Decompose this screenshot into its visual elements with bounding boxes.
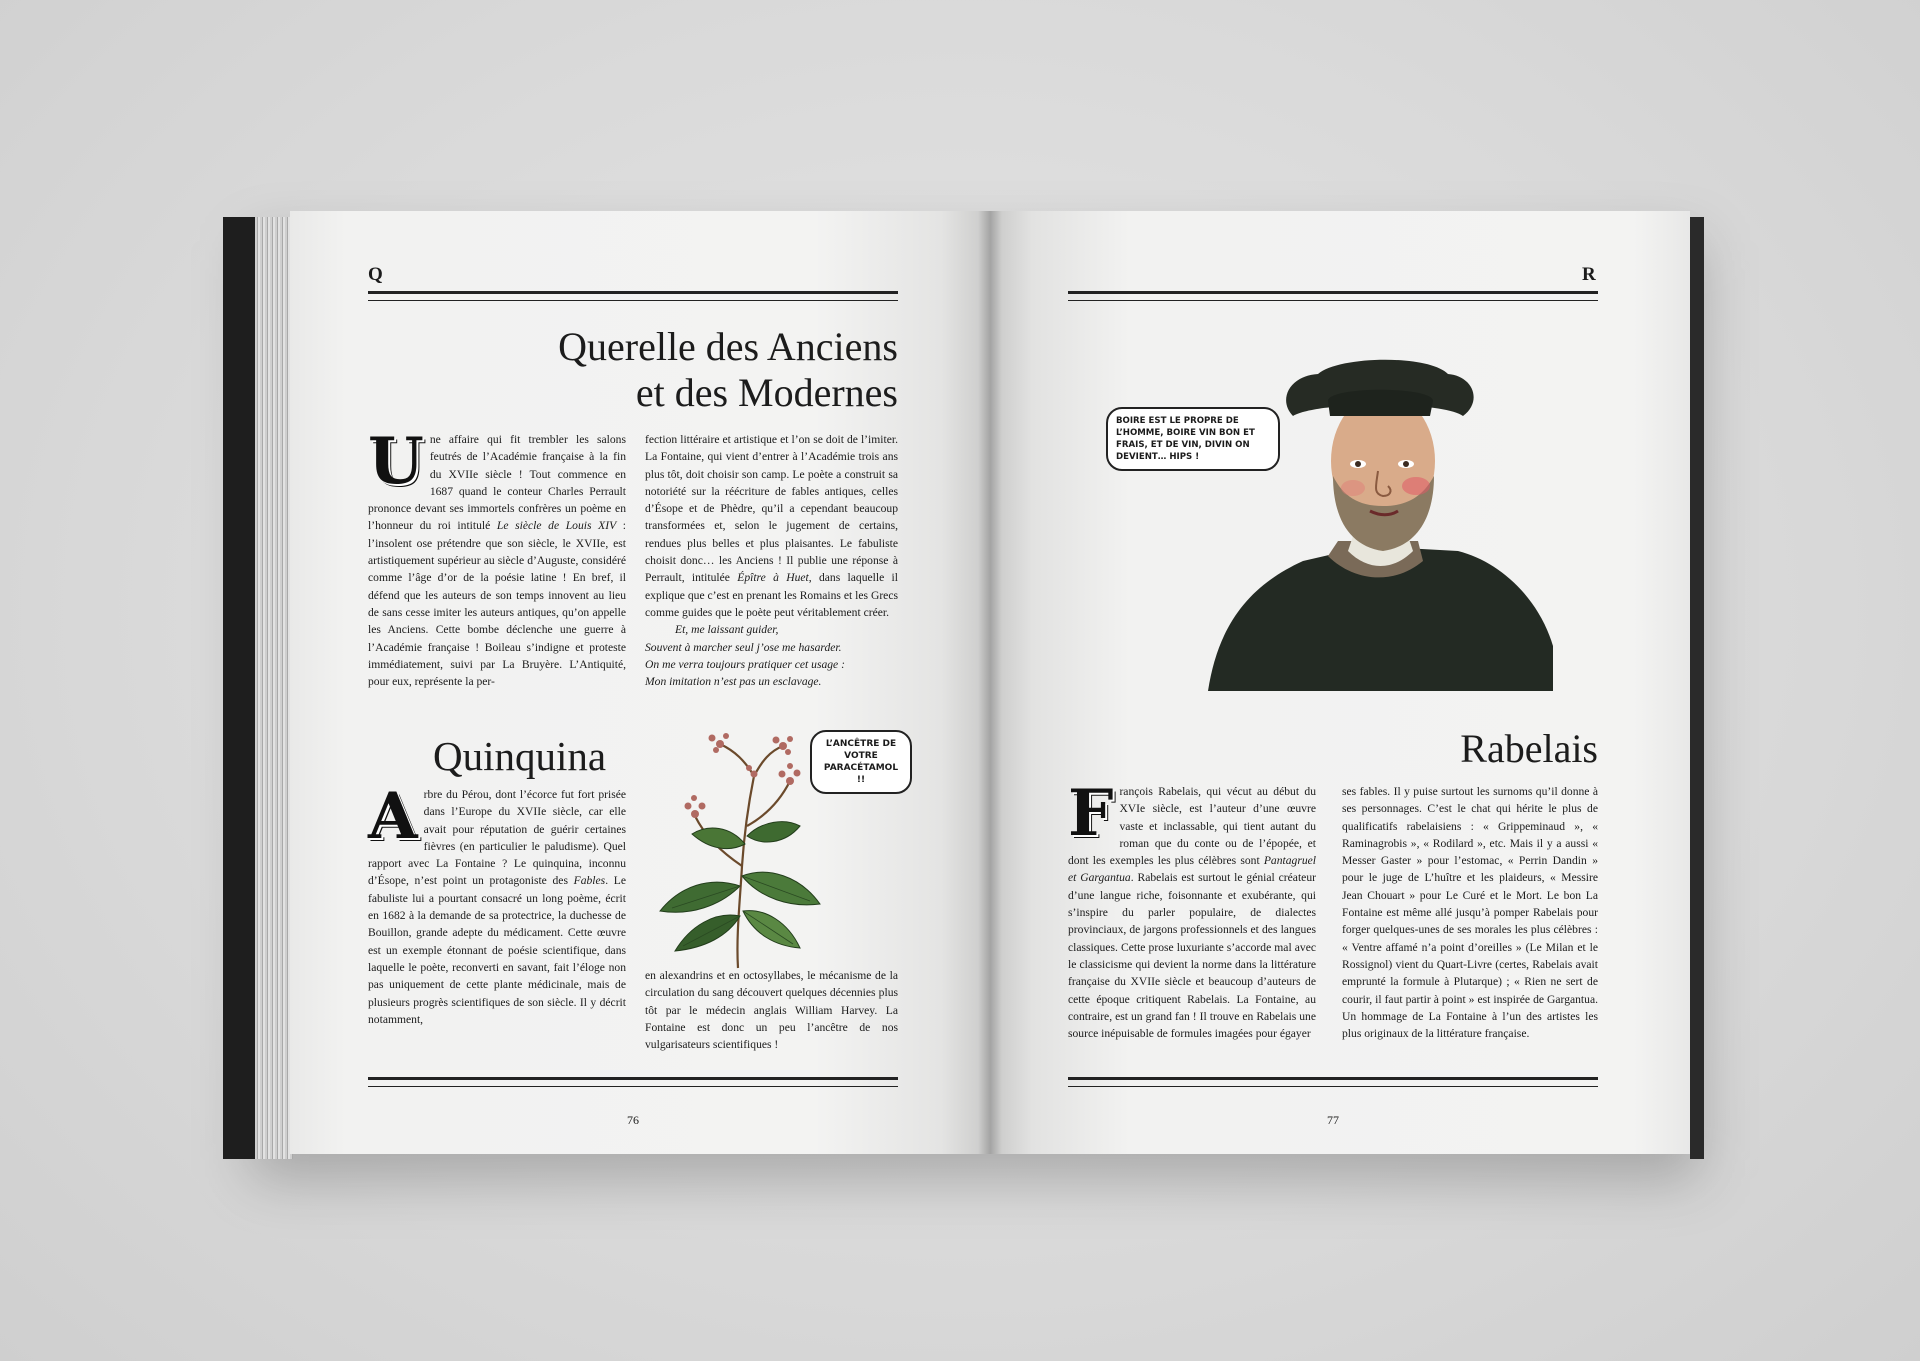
quinquina-text-1: rbre du Pérou, dont l’écorce fut fort prisée dans l’Europe du XVIIe siècle, car elle avait pour réputation de guérir certaines fièvres (en particulier le paludisme). Quel rapport avec La Fontaine ? Le quinquina, inconnu d’Ésope, n’est point un protagoniste des xyxy=(368,788,626,888)
querelle-italic-1: Le siècle de Louis XIV xyxy=(496,519,617,533)
querelle-text-1: ne affaire qui fit trembler les salons feutrés de l’Académie française à la fin du XVIIe siècle ! Tout commence en 1687 quand le conteur Charles Perrault prononce devant ses immortels confrères un poème en l’honneur du roi intitulé xyxy=(368,433,626,533)
verse-line: Mon imitation n’est pas un esclavage. xyxy=(645,675,822,689)
top-rule xyxy=(368,291,898,301)
quinquina-italic: Fables xyxy=(573,874,606,888)
section-letter-r: R xyxy=(1582,264,1596,285)
quinquina-text-2: en alexandrins et en octosyllabes, le mécanisme de la circulation du sang découvert quelques décennies plus tôt par le médecin anglais William Harvey. La Fontaine est donc un peu l’ancêtre de nos vulgarisateurs scientifiques ! xyxy=(645,969,898,1052)
title-querelle xyxy=(438,324,898,416)
title-rabelais: Rabelais xyxy=(1460,726,1598,771)
verse-line: Et, me laissant guider, xyxy=(675,623,779,637)
title-line-1: Querelle des Anciens xyxy=(558,324,898,369)
page-edges xyxy=(255,217,293,1159)
quinquina-plant-illustration xyxy=(650,726,830,971)
quinquina-column-2 xyxy=(645,967,898,1053)
querelle-text-2b: , dans laquelle il explique que c’est en prenant les Romains et les Grecs comme guides que le poète peut véritablement créer. xyxy=(645,571,898,619)
dropcap-a: A xyxy=(368,779,418,854)
querelle-text-2: fection littéraire et artistique et l’on se doit de l’imiter. La Fontaine, qui vient d’entrer à l’Académie trois ans plus tôt, doit choisir son camp. Le poète a construit sa notoriété sur la réécriture de fables antiques, celles d’Ésope et de Phèdre, qu’il a cependant beaucoup transformées et, selon le jugement de certains, rendues plus belles et plus plaisantes. Le fabuliste choisit donc… les Anciens ! Il publie une réponse à Perrault, intitulée xyxy=(645,433,898,585)
page-number: 77 xyxy=(1327,1113,1339,1127)
book-cover-right xyxy=(1690,217,1704,1159)
quinquina-text-1b: . Le fabuliste lui a pourtant consacré un long poème, écrit en 1682 à la demande de sa protectrice, la duchesse de Bouillon, grande adepte du médicament. Cette œuvre est un exemple étonnant de poésie scientifique, dans laquelle le poète, reconverti en savant, fait l’éloge non pas uniquement de cette plante médicinale, mais de plusieurs progrès scientifiques de son siècle. Il y décrit notamment, xyxy=(368,874,626,1026)
bottom-rule xyxy=(368,1077,898,1087)
dropcap-u: U xyxy=(368,424,424,499)
rabelais-portrait-illustration xyxy=(1208,346,1553,691)
title-line-2: et des Modernes xyxy=(635,370,898,415)
rabelais-text-2: ses fables. Il y puise surtout les surnoms qu’il donne à ses personnages. C’est le chat qui hérite le plus de qualificatifs rabelaisiens : « Grippeminaud », « Raminagrobis », « Rodilard », etc. Mais il y a aussi « Messer Gaster » pour l’estomac, « Perrin Dandin » pour le juge de L’huître et les plaideurs, « Messire Jean Chouart » pour Le Curé et le Mort. Le bon La Fontaine est même allé jusqu’à pomper Rabelais pour forger quelques-unes de ses morales les plus célèbres : « Ventre affamé n’a point d’oreilles » (Le Milan et le Rossignol) vient du Quart-Livre (certes, Rabelais avait emprunté la formule à Plutarque) ; « Rien ne sert de courir, il faut partir à point » est inspirée de Gargantua. Un hommage de La Fontaine à l’un des artistes les plus originaux de la littérature française. xyxy=(1342,785,1598,1041)
rabelais-italic: Pantagruel et Gargantua xyxy=(1068,854,1316,885)
querelle-text-1b: : l’insolent ose prétendre que son siècle, le XVIIe, est artistiquement supérieur au siècle d’Auguste, considéré comme l’âge d’or de la poésie latine ! En bref, il défend que les auteurs de son temps innovent au lieu de sans cesse imiter les auteurs antiques, qu’on appelle les Anciens. Cette bombe déclenche une guerre à l’Académie française ! Boileau s’indigne et proteste immédiatement, suivi par La Bruyère. L’Antiquité, pour eux, représente la per- xyxy=(368,519,627,689)
rabelais-column-2 xyxy=(1342,783,1598,1042)
querelle-italic-2: Épître à Huet xyxy=(737,571,809,585)
verse-line: On me verra toujours pratiquer cet usage : xyxy=(645,657,845,671)
quinquina-column-1 xyxy=(368,779,626,1028)
left-page xyxy=(290,211,990,1154)
bubble-text: BOIRE EST LE PROPRE DE L’HOMME, BOIRE VIN BON ET FRAIS, ET DE VIN, DIVIN ON DEVIENT… HIPS ! xyxy=(1116,416,1255,462)
rabelais-text-1b: . Rabelais est surtout le génial créateur d’une langue riche, foisonnante et exubérante, qui s’inspire du parler populaire, de dialectes provinciaux, de jargons professionnels et des langues classiques. Cette prose luxuriante s’accorde mal avec le classicisme qui devient la norme dans la littérature française du XVIIe siècle et beaucoup d’auteurs de cette époque critiquent Rabelais. La Fontaine, au contraire, est un grand fan ! Il trouve en Rabelais une source inépuisable de formules imagées pour égayer xyxy=(1068,871,1316,1041)
bubble-text: L’ANCÊTRE DE VOTRE PARACÉTAMOL !! xyxy=(823,739,899,785)
title-quinquina: Quinquina xyxy=(433,733,607,779)
paracetamol-speech-bubble xyxy=(810,730,912,794)
top-rule xyxy=(1068,291,1598,301)
bottom-rule xyxy=(1068,1077,1598,1087)
section-letter-q: Q xyxy=(368,264,383,285)
right-page xyxy=(990,211,1690,1154)
querelle-column-1 xyxy=(368,424,627,690)
dropcap-f: F xyxy=(1068,776,1114,851)
verse-quote xyxy=(645,621,898,690)
book-gutter xyxy=(978,211,1002,1154)
verse-line: Souvent à marcher seul j’ose me hasarder. xyxy=(645,640,842,654)
rabelais-text-1: rançois Rabelais, qui vécut au début du XVIe siècle, est l’auteur d’une œuvre vaste et inclassable, qui tient autant du roman que du conte ou de l’épopée, et dont les exemples les plus célèbres sont xyxy=(1068,785,1316,868)
rabelais-column-1 xyxy=(1068,776,1316,1042)
wine-speech-bubble xyxy=(1106,407,1280,471)
page-number: 76 xyxy=(627,1113,639,1127)
querelle-column-2 xyxy=(645,431,898,690)
